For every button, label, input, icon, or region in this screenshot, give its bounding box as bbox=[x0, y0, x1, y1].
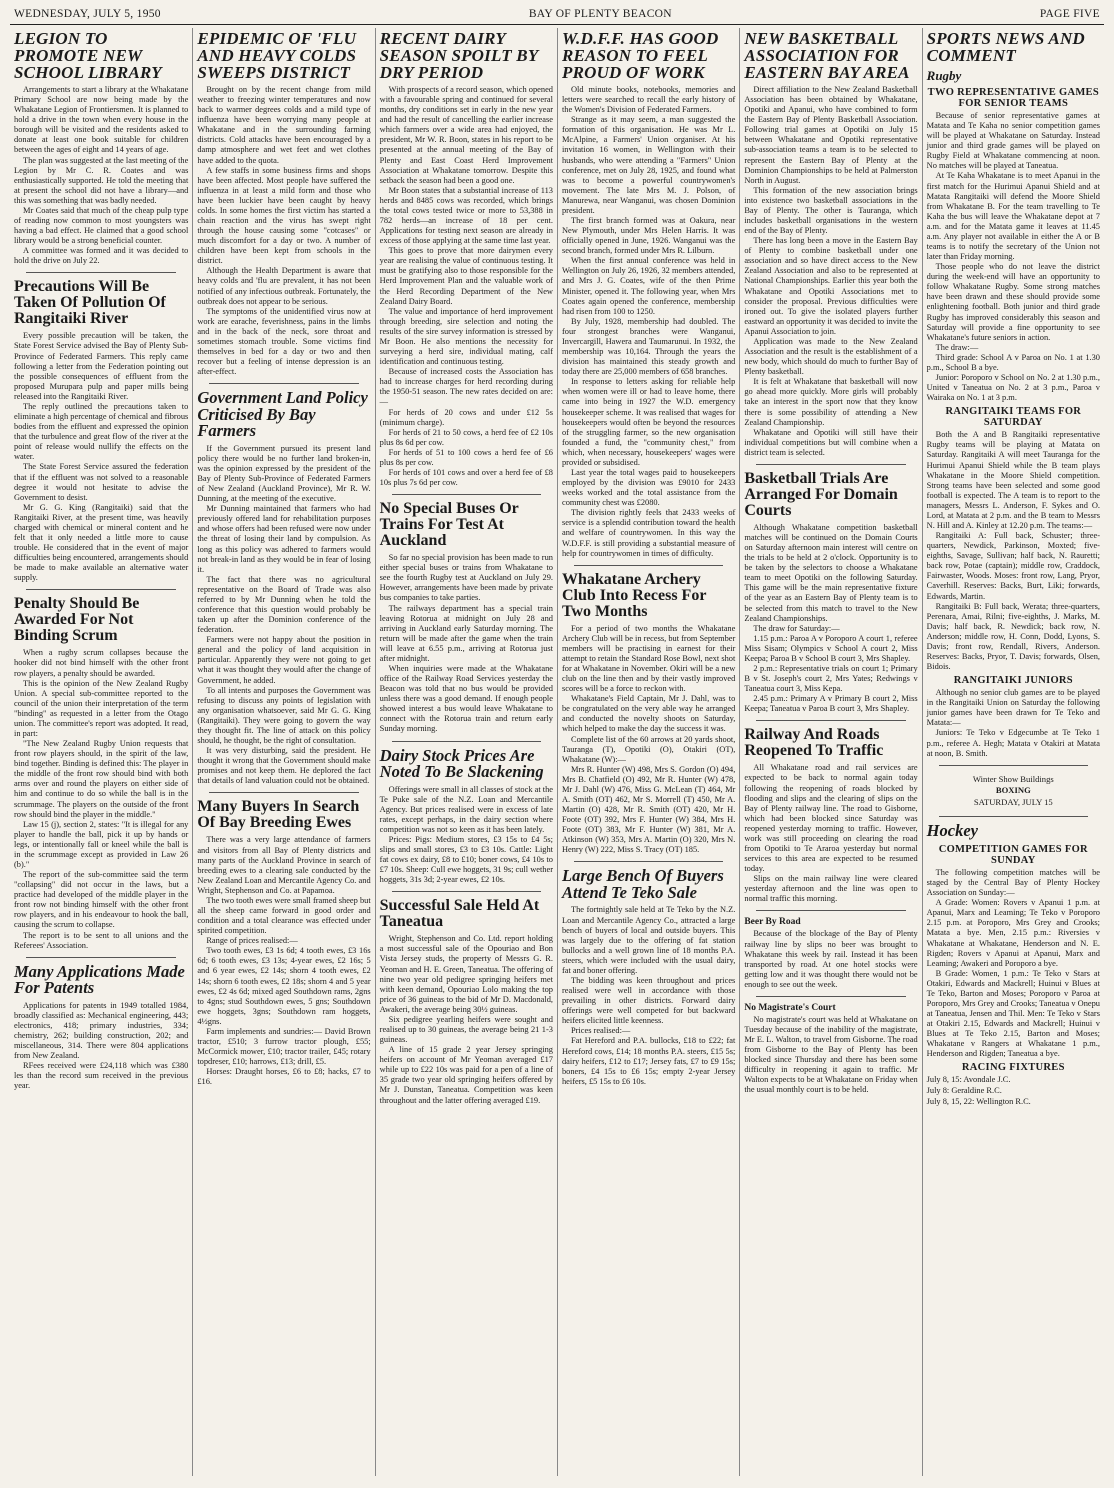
paragraph: There was a very large attendance of farmers and visitors from all Bay of Plenty districts and many parts of the Auckland Province in search of breeding ewes to a clearing sale conducted by the New Zealand Loan and Mercantile Agency Co. and Wright, Stephenson and Co. at Papamoa. bbox=[197, 835, 371, 895]
divider bbox=[574, 861, 723, 862]
headline: RECENT DAIRY SEASON SPOILT BY DRY PERIOD bbox=[379, 29, 538, 82]
divider bbox=[209, 792, 358, 793]
article bbox=[744, 471, 917, 714]
section-title: SPORTS NEWS AND COMMENT bbox=[926, 29, 1085, 65]
paragraph: Two tooth ewes, £3 1s 6d; 4 tooth ewes, £3 16s 6d; 6 tooth ewes, £3 13s; 4-year ewes, £2 16s; 5 and 6 year ewes, £2 14s; shorn 4 tooth ewes, £2 14s; shorn 6 tooth ewes, £2 18s; shorn 4 and 5 year ewes, £2 4s 6d; mixed aged Southdown rams, 2gns to 4gns; stud Southdown ewes, 5 gns; Southdown ewe hoggets, 3gns; Southdown ram hoggets, 4½gns. bbox=[197, 946, 371, 1026]
paragraph: Both the A and B Rangitaiki representative Rugby teams will be playing at Matata on Saturday. Rangitaiki A will meet Tauranga for the Hurimui Apanui Shield while the B team plays Whakatane in the Moore Shield competition. Strong teams have been selected and some good football is expected. The A team is to report to the managers, Messrs L. Anderson, F. Sykes and O. Lord, at Matata at 2 p.m. and the B team to Messrs N. Hill and A. Kinley at 12.20 p.m. The teams:— bbox=[926, 430, 1100, 530]
divider bbox=[392, 741, 541, 742]
paragraph: Six pedigree yearling heifers were sought and realised up to 30 guineas, the average being 21 1-3 guineas. bbox=[379, 1014, 553, 1045]
divider bbox=[756, 910, 905, 911]
paragraph: In response to letters asking for reliable help when women were ill or had to leave home, there came into being in 1927 the W.D. emergency housekeeper scheme. It was realised that wages for housekeepers would often be beyond the resources of the struggling farmer, so the new organisation founded a fund, the "community chest," from which, when necessary, housekeepers' wages were provided or subsidised. bbox=[561, 377, 736, 467]
notice-line: BOXING bbox=[995, 785, 1031, 796]
headline: Railway And Roads Reopened To Traffic bbox=[744, 726, 884, 760]
notice-line: SATURDAY, JULY 15 bbox=[973, 796, 1053, 807]
paragraph: For herds of 101 cows and over a herd fee of £8 10s plus 7s 6d per cow. bbox=[379, 467, 553, 488]
paragraph: It is felt at Whakatane that basketball will now go ahead more quickly. More girls will probably take an interest in the sport now that they know there is some possibility of attending a New Zealand Championship. bbox=[744, 377, 918, 427]
newspaper-page bbox=[10, 6, 1104, 1476]
paragraph: Because of increased costs the Association has had to increase charges for herd recording during the 1950-51 season. The new rates decided on are:— bbox=[379, 367, 553, 407]
divider bbox=[574, 565, 723, 566]
masthead-title: BAY OF PLENTY BEACON bbox=[528, 8, 672, 20]
article bbox=[380, 501, 553, 734]
divider bbox=[756, 720, 905, 721]
article bbox=[927, 823, 1100, 1108]
column bbox=[192, 28, 374, 1476]
paragraph: Law 15 (j), section 2, states: "It is illegal for any player to handle the ball, pick it up by hands or legs, or intentionally fall or kneel while the ball is in the scrummage except as provided in Law 26 (b)." bbox=[14, 819, 189, 869]
paragraph: Direct affiliation to the New Zealand Basketball Association has been obtained by Whakatane, Opotiki and Apanui, who have combined to form the Eastern Bay of Plenty Basketball Association. Following trial games at Opotiki on July 15 between Whakatane and Opotiki representative sub-association teams a team is to be selected to represent the Eastern Bay of Plenty at the Dominion Championships to be held at Palmerston North in August. bbox=[744, 85, 918, 185]
paragraph: Applications for patents in 1949 totalled 1984, broadly classified as: Mechanical engineering, 443; electronics, 418; primary industries, 334; chemistry, 262; building construction, 202; and miscellaneous, 314. There were 804 applications from New Zealand. bbox=[14, 1000, 189, 1061]
paragraph: The report of the sub-committee said the term "collapsing" did not occur in the laws, but a practice had developed of the middle player in the front row not binding himself with the other front row players, and in his endeavour to hook the ball, causing the scrum to collapse. bbox=[14, 870, 189, 930]
columns bbox=[10, 28, 1104, 1476]
paragraph: The following competition matches will be staged by the Central Bay of Plenty Hockey Association on Sunday:— bbox=[926, 867, 1100, 898]
article bbox=[14, 279, 188, 583]
paragraph: Wright, Stephenson and Co. Ltd. report holding a most successful sale of the Opouriao and Bon Vista Jersey studs, the property of Messrs G. R. Yeoman and H. E. Green, Taneatua. The offering of nine two year old pedigree springing heifers met with keen demand, Opouriao Lolo making the top price of 36 guineas to the bid of Mr D. Macdonald, Awakeri, the average being 30½ guineas. bbox=[379, 934, 553, 1014]
paragraph: Offerings were small in all classes of stock at the Te Puke sale of the N.Z. Loan and Mercantile Agency. But prices realised were in excess of late rates, except perhaps, in the dairy section where competition was not so keen as it has been lately. bbox=[379, 784, 553, 834]
headline: Government Land Policy Criticised By Bay Farmers bbox=[197, 388, 368, 441]
paragraph: Junior: Poroporo v School on No. 2 at 1.30 p.m., United v Taneatua on No. 2 at 3 p.m., Paroa v Wairaka on No. 1 at 3 p.m. bbox=[926, 373, 1100, 403]
paragraph: The railways department has a special train leaving Rotorua at midnight on July 28 and arriving in Auckland early Saturday morning. The return will be made after the game when the train will leave at 6.55 p.m., arriving at Rotorua just after midnight. bbox=[379, 603, 553, 663]
article bbox=[562, 572, 735, 856]
paragraph: Last year the total wages paid to housekeepers employed by the division was £9010 for 2433 weeks worked and the total assistance from the community chest was £2080. bbox=[561, 467, 736, 508]
paragraph: With prospects of a record season, which opened with a favourable spring and continued for several months, dry conditions set in early in the new year and had the result of cancelling the earlier increase which farmers over a wide area had enjoyed, the president, Mr W. R. Boon, states in his report to be presented at the annual meeting of the Bay of Plenty and East Coast Herd Improvement Association at Whakatane tomorrow. Despite this setback the season had been a good one. bbox=[379, 85, 553, 185]
paragraph: For herds of 51 to 100 cows a herd fee of £6 plus 8s per cow. bbox=[379, 447, 553, 467]
paragraph: Brought on by the recent change from mild weather to freezing winter temperatures and now back to warmer degrees colds and a mild type of influenza have been worrying many people at Whakatane and in the surrounding farming districts. Cold attacks have been encouraged by a damp atmosphere and wet feet and wet clothes have added to the quota. bbox=[197, 85, 371, 165]
paragraph: Mrs R. Hunter (W) 498, Mrs S. Gordon (O) 494, Mrs B. Chatfield (O) 492, Mr R. Hunter (W) 478, Mr J. Dahl (W) 476, Miss G. McLean (T) 464, Mr A. Smith (OT) 462, Mr S. Morrell (T) 450, Mr A. Martin (O) 428, Mr R. Smith (OT) 420, Mr H. Foote (OT) 392, Mrs F. Hunter (W) 384, Mrs H. Foote (OT) 383, Mr F. Hunter (W) 381, Mr A. Atkinson (W) 353, Mrs A. Martin (O) 320, Mrs N. Henry (W) 222, Miss S. Tracy (OT) 185. bbox=[561, 764, 736, 855]
paragraph: Prices: Pigs: Medium stores, £3 15s to £4 5s; slips and small stores, £3 to £3 10s. Cattle: Light fat cows ex dairy, £8 to £10; boner cows, £4 10s to £7 10s. Sheep: Cull ewe hoggets, 31 9s; cull wether hoggets, 31s 3d; 2-year ewes, £2 10s. bbox=[379, 834, 553, 885]
paragraph: When the first annual conference was held in Wellington on July 26, 1926, 32 members attended, and Mrs J. G. Coates, wife of the then Prime Minister, opened it. The following year, when Mrs Coates again opened the conference, membership had risen from 100 to 1250. bbox=[561, 256, 736, 316]
paragraph: If the Government pursued its present land policy there would be no further land broken-in, was the opinion expressed by the president of the Bay of Plenty Sub-Province of Federated Farmers of New Zealand (Auckland Province), Mr R. W. Dunning, at the meeting of the executive. bbox=[197, 443, 371, 504]
paragraph: Although the Health Department is aware that heavy colds and 'flu are prevalent, it has not been notified of any infectious outbreak. Fortunately, the outbreak does not appear to be serious. bbox=[197, 266, 371, 306]
article bbox=[562, 868, 735, 1086]
headline: Basketball Trials Are Arranged For Domain Courts bbox=[744, 469, 898, 519]
fixture-line: July 8: Geraldine R.C. bbox=[926, 1086, 1002, 1096]
paragraph: Mr G. G. King (Rangitaiki) said that the Rangitaiki River, at the present time, was heavily charged with chemical or mineral content and he felt that it only needed a little more to cause trouble. He considered that in the event of major difficulties being encountered, arrangements should be made to make available an alternative water supply. bbox=[14, 502, 189, 583]
masthead-page: PAGE FIVE bbox=[1039, 8, 1100, 20]
paragraph: By July, 1928, membership had doubled. The four strongest branches were Wanganui, Invercargill, Hawera and Taumarunui. In 1932, the membership was 10,164. Through the years the division has maintained this steady growth and today there are 25,000 members of 658 branches. bbox=[561, 316, 736, 377]
paragraph: Mr Boon states that a substantial increase of 113 herds and 8485 cows was recorded, which brings the total cows tested twice or more to 53,388 in 782 herds—an increase of 18 per cent. Applications for testing next season are already in excess of those applying at the same time last year. bbox=[379, 185, 553, 246]
paragraph: For herds of 21 to 50 cows, a herd fee of £2 10s plus 8s 6d per cow. bbox=[379, 427, 553, 447]
paragraph: For a period of two months the Whakatane Archery Club will be in recess, but from September members will be practising in earnest for their attempt to retain the Standard Rose Bowl, next shot for at Whakatane in November. Okiri will be a new club on the line then and by their vastly improved scores will be a force to reckon with. bbox=[561, 623, 736, 694]
paragraph: This is the opinion of the New Zealand Rugby Union. A special sub-committee reported to the council of the union their interpretation of the term "binding" as requested in a letter from the Otago union. The committee's report was adopted. It read, in part: bbox=[14, 678, 189, 738]
paragraph: The State Forest Service assured the federation that if the effluent was not solved to a reasonable degree it would not hesitate to advise the Government to desist. bbox=[14, 462, 189, 502]
paragraph: Although Whakatane competition basketball matches will be continued on the Domain Courts on Saturday afternoon main interest will centre on the trials to be held at 2 o'clock. Opportunity is to be taken by the selectors to choose a Whakatane team to meet Opotiki on the following Saturday. This game will be the main representative fixture of the year as an Eastern Bay of Plenty team is to be selected from this match to travel to the New Zealand Championships. bbox=[744, 522, 918, 623]
paragraph: RFees received were £24,118 which was £380 les than the record sum received in the previous year. bbox=[14, 1061, 189, 1091]
headline: EPIDEMIC OF 'FLU AND HEAVY COLDS SWEEPS DISTRICT bbox=[197, 29, 357, 82]
section-title: Hockey bbox=[926, 821, 978, 841]
headline: Penalty Should Be Awarded For Not Binding Scrum bbox=[14, 595, 140, 645]
divider bbox=[392, 891, 541, 892]
subheading: RANGITAIKI TEAMS FOR SATURDAY bbox=[945, 406, 1082, 429]
divider bbox=[756, 996, 905, 997]
paragraph: The value and importance of herd improvement through breeding, sire selection and noting the results of the sire survey information is stressed by Mr Boon. He also mentions the necessity for surveying a herd sire, individual mating, calf identification and continuous testing. bbox=[379, 306, 553, 367]
paragraph: Old minute books, notebooks, memories and letters were searched to recall the early history of the Women's Division of Federated Farmers. bbox=[561, 85, 736, 115]
subheading: RACING FIXTURES bbox=[961, 1062, 1065, 1074]
paragraph: The first branch formed was at Oakura, near New Plymouth, under Mrs Helen Harris. It was officially opened in June, 1926. Wanganui was the second branch, formed under Mrs R. Lilburn. bbox=[561, 216, 736, 256]
column bbox=[557, 28, 739, 1476]
article bbox=[14, 30, 188, 266]
headline: Beer By Road bbox=[744, 917, 801, 928]
paragraph: Although no senior club games are to be played in the Rangitaiki Union on Saturday the following junior games have been drawn for Te Teko and Matata:— bbox=[926, 688, 1100, 728]
paragraph: 1.15 p.m.: Paroa A v Poroporo A court 1, referee Miss Sisam; Olympics v School A court 2, Miss Keepa; Paroa B v School B court 3, Mrs Shapley. bbox=[744, 633, 918, 663]
paragraph: The division rightly feels that 2433 weeks of service is a splendid contribution toward the health and welfare of countrywomen. In this way the W.D.F.F. is still providing a substantial measure of help for countrywomen in times of difficulty. bbox=[561, 508, 736, 558]
paragraph: A line of 15 grade 2 year Jersey springing heifers on account of Mr Yeoman averaged £17 while up to £22 10s was paid for a pen of a line of 35 grade two year old springing heifers offered by Mr J. Dunstan, Taneatua. Competition was keen throughout and the latter offering averaged £19. bbox=[379, 1045, 553, 1105]
headline: Whakatane Archery Club Into Recess For Two Months bbox=[561, 570, 707, 620]
paragraph: The reply outlined the precautions taken to eliminate a high percentage of chemical and fibrous bodies from the effluent and expressed the opinion that the turbulence and great flow of the river at the point of release would nullify the effects on the water. bbox=[14, 401, 189, 462]
divider bbox=[392, 494, 541, 495]
paragraph: A few staffs in some business firms and shops have been affected. Most people have suffered the influenza in at least a mild form and those who have been luckier have been caught by heavy colds. In some homes the first victim has started a chain reaction and the virus has swept right through the house causing some "cotcases" or much discomfort for a day or two. A number of children have been kept from schools in the district. bbox=[197, 165, 371, 266]
paragraph: Third grade: School A v Paroa on No. 1 at 1.30 p.m., School B a bye. bbox=[926, 352, 1100, 372]
paragraph: At Te Kaha Whakatane is to meet Apanui in the first match for the Hurimui Apanui Shield and at Matata Rangitaiki will defend the Moore Shield from Whakatane B. For the team travelling to Te Kaha the bus will leave the Whakatane depot at 7 a.m. and for the Matata game it leaves at 11.45 a.m. Any player not available in either the A or B teams is to notify the secretary of the Union not later than Friday morning. bbox=[926, 171, 1100, 262]
article bbox=[380, 30, 553, 488]
paragraph: Mr Coates said that much of the cheap pulp type of reading now common to most youngsters was having a bad effect. He claimed that a good school library would be a strong beneficial counter. bbox=[14, 205, 189, 246]
column bbox=[739, 28, 921, 1476]
paragraph: B Grade: Women, 1 p.m.: Te Teko v Stars at Otakiri, Edwards and Mackrell; Huinui v Blues at Te Teko, Barton and Moses; Poroporo v Paroa at Poroporo, Mrs Grey and Crooks; Taneatua v Onepu at Taneatua, Jensen and Thil. Men: Te Teko v Stars at Otakiri 2.15, Edwards and Mackrell; Huinui v Blues at Te Teko 2.15, Barton and Moses; Whakatane v Rangers at Whakatane 1 p.m., Henderson and Rigden; Taneatua a bye. bbox=[926, 968, 1100, 1059]
paragraph: The draw for Saturday:— bbox=[753, 623, 840, 633]
headline: Large Bench Of Buyers Attend Te Teko Sale bbox=[561, 866, 724, 902]
subheading: TWO REPRESENTATIVE GAMES FOR SENIOR TEAMS bbox=[927, 87, 1099, 109]
paragraph: There has long been a move in the Eastern Bay of Plenty to combine basketball under one association and so have direct access to the New Zealand Association and also to be represented at National Championships. Earlier this year both the Whakatane and Opotiki Associations met to consider the proposal. Previous difficulties were ironed out. To give the isolated players further eastward an opportunity it was decided to invite the Apanui Association to join. bbox=[744, 236, 918, 336]
paragraph: When a rugby scrum collapses because the hooker did not bind himself with the other front row players, a penalty should be awarded. bbox=[14, 648, 189, 678]
headline: Many Applications Made For Patents bbox=[14, 961, 185, 998]
paragraph: To all intents and purposes the Government was refusing to discuss any points of legislation with any organisation whatsoever, said Mr G. G. King (Rangitaiki). They were going to govern the way they thought fit. The line of attack on this policy should, he thought, be the right of consultation. bbox=[197, 685, 371, 746]
divider bbox=[26, 957, 176, 958]
paragraph: No magistrate's court was held at Whakatane on Tuesday because of the inability of the magistrate, Mr E. L. Walton, to travel from Gisborne. The road from Gisborne to the Bay of Plenty has been blocked since Thursday and there has been some difficulty in reopening it again to traffic. Mr Walton expects to be at Whakatane on Friday when the usual monthly court is to be held. bbox=[744, 1014, 918, 1095]
paragraph: The fortnightly sale held at Te Teko by the N.Z. Loan and Mercantile Agency Co., attracted a large bench of buyers of local and outside buyers. This was largely due to the offering of fat station bullocks and a well grown line of 18 months P.A. steers, which were included with the usual dairy, fat and boner offering. bbox=[561, 905, 736, 975]
headline: LEGION TO PROMOTE NEW SCHOOL LIBRARY bbox=[14, 29, 162, 82]
divider bbox=[26, 272, 176, 273]
paragraph: Rangitaiki A: Full back, Schuster; three-quarters, Newdick, Parkinson, Moxted; five-eighths, Savage, Sullivan; half back, N. Rauretti; back row, Potae (captain); middle row, Craddock, Fairwaster, Woods. Moses: front row, Lang, Pryor, Caverhill. Reserves: Backs, Burt, Liki; forwards, Edwards, Martin. bbox=[926, 531, 1100, 601]
paragraph: Fat Hereford and P.A. bullocks, £18 to £22; fat Hereford cows, £14; 18 months P.A. steers, £15 5s; dairy heifers, £12 to £17; Jersey fats, £7 to £9 15s; boners, £4 15s to £6 15s; empty 2-year Jersey heifers, £5 15s to £6 10s. bbox=[561, 1036, 736, 1086]
paragraph: Application was made to the New Zealand Association and the result is the establishment of a new body, which should do much to further Bay of Plenty basketball. bbox=[744, 336, 918, 377]
paragraph: The report is to be sent to all unions and the Referees' Association. bbox=[14, 930, 189, 950]
paragraph: The symptoms of the unidentified virus now at work are earache, feverishness, pains in the limbs and in the back of the neck, sore throat and sometimes stomach trouble. Some victims find themselves in bed for a day or two and then recover but a feeling of intense depression is an after-effect. bbox=[197, 306, 371, 377]
subheading: COMPETITION GAMES FOR SUNDAY bbox=[938, 843, 1088, 866]
paragraph: The fact that there was no agricultural representative on the Board of Trade was also referred to by Mr Dunning when he told the conference that this question would probably be taken up after the Dominion conference of the federation. bbox=[197, 574, 371, 635]
headline: W.D.F.F. HAS GOOD REASON TO FEEL PROUD OF WORK bbox=[561, 29, 719, 82]
paragraph: Whakatane's Field Captain, Mr J. Dahl, was to be congratulated on the very able way he arranged and conducted the novelty shoots on Saturday, which helped to make the day the success it was. bbox=[561, 694, 736, 734]
article bbox=[197, 799, 370, 1087]
paragraph: Because of senior representative games at Matata and Te Kaha no senior competition games will be played at Whakatane on Saturday. Instead junior and third grade games will be played on Rugby Field at Whakatane commencing at noon. No matches will be played at Taneatua. bbox=[926, 111, 1100, 171]
paragraph: So far no special provision has been made to run either special buses or trains from Whakatane to see the fourth Rugby test at Auckland on July 29. However, arrangements have been made by private bus companies to take parties. bbox=[379, 553, 553, 603]
paragraph: 2.45 p.m.: Primary A v Primary B court 2, Miss Keepa; Taneatua v Paroa B court 3, Mrs Shapley. bbox=[744, 694, 918, 714]
paragraph: "The New Zealand Rugby Union requests that front row players should, in the spirit of the law, bind together. Binding is defined this: The player in the middle of the front row should bind with both arms over and round the players on either side of him and continue to do so while the ball is in the scrummage. The players on the outside of the front row should bind the player in the middle." bbox=[14, 739, 189, 819]
paragraph: For herds of 20 cows and under £12 5s (minimum charge). bbox=[379, 407, 553, 427]
column bbox=[375, 28, 557, 1476]
paragraph: The bidding was keen throughout and prices realised were well in accordance with those prevailing in other districts. Forward dairy offerings were well competed for but backward heifers elicited little keenness. bbox=[561, 976, 736, 1026]
article bbox=[14, 596, 188, 950]
paragraph: Slips on the main railway line were cleared yesterday afternoon and the line was open to normal traffic this morning. bbox=[744, 874, 918, 904]
divider bbox=[939, 816, 1088, 817]
article bbox=[197, 390, 370, 786]
paragraph: It was very disturbing, said the president. He thought it wrong that the Government should make promises and not keep them. He deplored the fact that details of land valuation could not be obtained. bbox=[197, 746, 371, 786]
paragraph: All Whakatane road and rail services are expected to be back to normal again today following the reopening of roads blocked by flooding and slips and the clearing of slips on the Bay of Plenty railway line. The road to Gisborne, which had been blocked since Saturday was reopened yesterday morning to traffic. However, work was still proceeding on clearing the road from Opotiki to Te Araroa yesterday but normal services to this area are expected to be resumed today. bbox=[744, 763, 918, 874]
article bbox=[562, 30, 735, 559]
notice bbox=[927, 774, 1100, 809]
fixture-line: July 8, 15, 22: Wellington R.C. bbox=[926, 1097, 1031, 1107]
article bbox=[14, 961, 189, 1092]
section-kicker: Rugby bbox=[926, 68, 962, 83]
paragraph: Horses: Draught horses, £6 to £8; hacks, £7 to £16. bbox=[197, 1067, 371, 1087]
masthead-date: WEDNESDAY, JULY 5, 1950 bbox=[14, 8, 161, 20]
paragraph: When inquiries were made at the Whakatane office of the Railway Road Services yesterday the Beacon was told that no bus would be provided unless there was a good demand. If enough people showed interest a bus would leave Whakatane to connect with the Rotorua train and return early Sunday morning. bbox=[379, 663, 553, 734]
paragraph: 2 p.m.: Representative trials on court 1; Primary B v St. Joseph's court 2, Mrs Yates; Redwings v Taneatua court 3, Miss Kepa. bbox=[744, 663, 918, 694]
headline: Dairy Stock Prices Are Noted To Be Slackening bbox=[379, 745, 544, 782]
article bbox=[744, 30, 917, 458]
headline: Many Buyers In Search Of Bay Breeding Ewes bbox=[197, 798, 360, 832]
notice-line: Winter Show Buildings bbox=[972, 773, 1054, 784]
article bbox=[927, 30, 1100, 759]
column bbox=[922, 28, 1104, 1476]
paragraph: Strange as it may seem, a man suggested the formation of this organisation. He was Mr L. McAlpine, a Farmers' Union organiser. At his invitation 16 women, in Wellington with their husbands, who were attending a "Farmers" Union conference, met on July 28, 1925, and found what was to become a powerful countrywomen's movement. The late Mrs M. J. Polson, of Manurewa, near Wanganui, was chosen Dominion president. bbox=[561, 115, 736, 215]
paragraph: Juniors: Te Teko v Edgecumbe at Te Teko 1 p.m., referee A. Hegh; Matata v Otakiri at Matata at noon, B. Smith. bbox=[926, 728, 1100, 758]
headline: No Special Buses Or Trains For Test At Auckland bbox=[379, 500, 519, 550]
paragraph: The plan was suggested at the last meeting of the Legion by Mr C. R. Coates and was enthusiastically supported. He told the meeting that at present the school did not have a library—and this was something that was badly needed. bbox=[14, 155, 189, 205]
fixture-line: July 8, 15: Avondale J.C. bbox=[926, 1075, 1011, 1085]
article bbox=[744, 1003, 917, 1096]
paragraph: Mr Dunning maintained that farmers who had previously offered land for rehabilitation purposes and whose offers had been refused were now under the threat of losing their land by compulsion. As long as this policy was adhered to farmers would not break-in land as they would be in fear of losing it. bbox=[197, 504, 371, 574]
headline: Precautions Will Be Taken Of Pollution Of Rangitaiki River bbox=[14, 278, 166, 328]
divider bbox=[756, 464, 905, 465]
column bbox=[10, 28, 192, 1476]
paragraph: Range of prices realised:— bbox=[206, 936, 298, 946]
article bbox=[379, 745, 553, 886]
article bbox=[927, 774, 1100, 809]
article bbox=[744, 727, 917, 904]
paragraph: Those people who do not leave the district during the week-end will have an opportunity to follow Whakatane Rugby. Some strong matches have been drawn and these should provide some enlightening football. Both junior and third grade Rugby has improved considerably this season and Saturday will provide a fine opportunity to see Whakatane's future seniors in action. bbox=[926, 262, 1100, 342]
article bbox=[197, 30, 370, 377]
paragraph: Farmers were not happy about the position in general and the policy of land acquisition in particular. Apparently they were not going to get what it was thought they would after the change of Government, he added. bbox=[197, 635, 371, 685]
headline: Successful Sale Held At Taneatua bbox=[379, 897, 540, 931]
paragraph: This formation of the new association brings into existence two basketball associations in the Bay of Plenty. The other is Tauranga, which includes basketball organisations in the western end of the Bay of Plenty. bbox=[744, 185, 918, 236]
paragraph: Arrangements to start a library at the Whakatane Primary School are now being made by the Whakatane Legion of Frontiersmen. It is planned to hold a drive in the town when every house in the borough will be visited and the residents asked to donate at least one book suitable for children between the ages of eight and 14 years of age. bbox=[14, 85, 189, 155]
divider bbox=[26, 589, 176, 590]
paragraph: Rangitaiki B: Full back, Werata; three-quarters, Perenara, Amai, Rilni; five-eighths, J. Marks, M. Davis; half back, R. Newdick; back row, N. Anderson; middle row, H. Conn, Dodd, Lyons, S. Davis; front row, Rendall, Rivers, Anderson. Reserves: Backs, Pryor, T. Davis; forwards, Olsen, Bidois. bbox=[926, 601, 1100, 672]
paragraph: Because of the blockage of the Bay of Plenty railway line by slips no beer was brought to Whakatane this week by rail. Instead it has been transported by road. At one hotel stocks were getting low and it was thought there would not be enough to see out the week. bbox=[744, 929, 918, 989]
paragraph: This goes to prove that more dairymen every year are realising the value of continuous testing. It must be gratifying also to those responsible for the Herd Improvement Plan and the valuable work of the Herd Recording Department of the New Zealand Dairy Board. bbox=[379, 246, 553, 306]
paragraph: Every possible precaution will be taken, the State Forest Service advised the Bay of Plenty Sub-Province of Federated Farmers. This reply came following a letter from the Federation pointing out the possible consequences of effluent from the proposed Murupara pulp and paper mills being released into the Rangitaiki River. bbox=[14, 331, 189, 401]
divider bbox=[209, 383, 358, 384]
article bbox=[380, 898, 553, 1105]
divider bbox=[939, 765, 1088, 766]
subheading: RANGITAIKI JUNIORS bbox=[953, 675, 1073, 687]
paragraph: Farm implements and sundries:— David Brown tractor, £510; 3 furrow tractor plough, £55; McCormick mower, £10; tractor trailer, £45; rotary topdreser, £10; harrows, £13; drill, £5. bbox=[197, 1026, 371, 1067]
paragraph: A committee was formed and it was decided to hold the drive on July 22. bbox=[14, 246, 189, 266]
masthead bbox=[10, 6, 1104, 25]
headline: NEW BASKETBALL ASSOCIATION FOR EASTERN BAY AREA bbox=[744, 29, 910, 82]
paragraph: Prices realised:— bbox=[570, 1026, 631, 1036]
headline: No Magistrate's Court bbox=[744, 1002, 836, 1013]
paragraph: The draw:— bbox=[935, 342, 979, 352]
paragraph: A Grade: Women: Rovers v Apanui 1 p.m. at Apanui, Marx and Leaming; Te Teko v Poroporo 2.15 p.m. at Poroporo, Mrs Grey and Crooks; Matata a bye. Men, 2.15 p.m.: Riversies v Whakatane at Whakatane, Henderson and N. E. Rigden; Rovers v Apanui at Apanui, Marx and Leaming; Awakeri and Poroporo a bye. bbox=[926, 898, 1100, 968]
paragraph: The two tooth ewes were small framed sheep but all the sheep came forward in good order and condition and a total clearance was effected under spirited competition. bbox=[197, 895, 371, 936]
paragraph: Whakatane and Opotiki will still have their individual competitions but will combine when a district team is selected. bbox=[744, 427, 918, 457]
paragraph: Complete list of the 60 arrows at 20 yards shoot, Tauranga (T), Opotiki (O), Otakiri (OT), Whakatane (W):— bbox=[561, 734, 736, 764]
article bbox=[744, 917, 917, 989]
